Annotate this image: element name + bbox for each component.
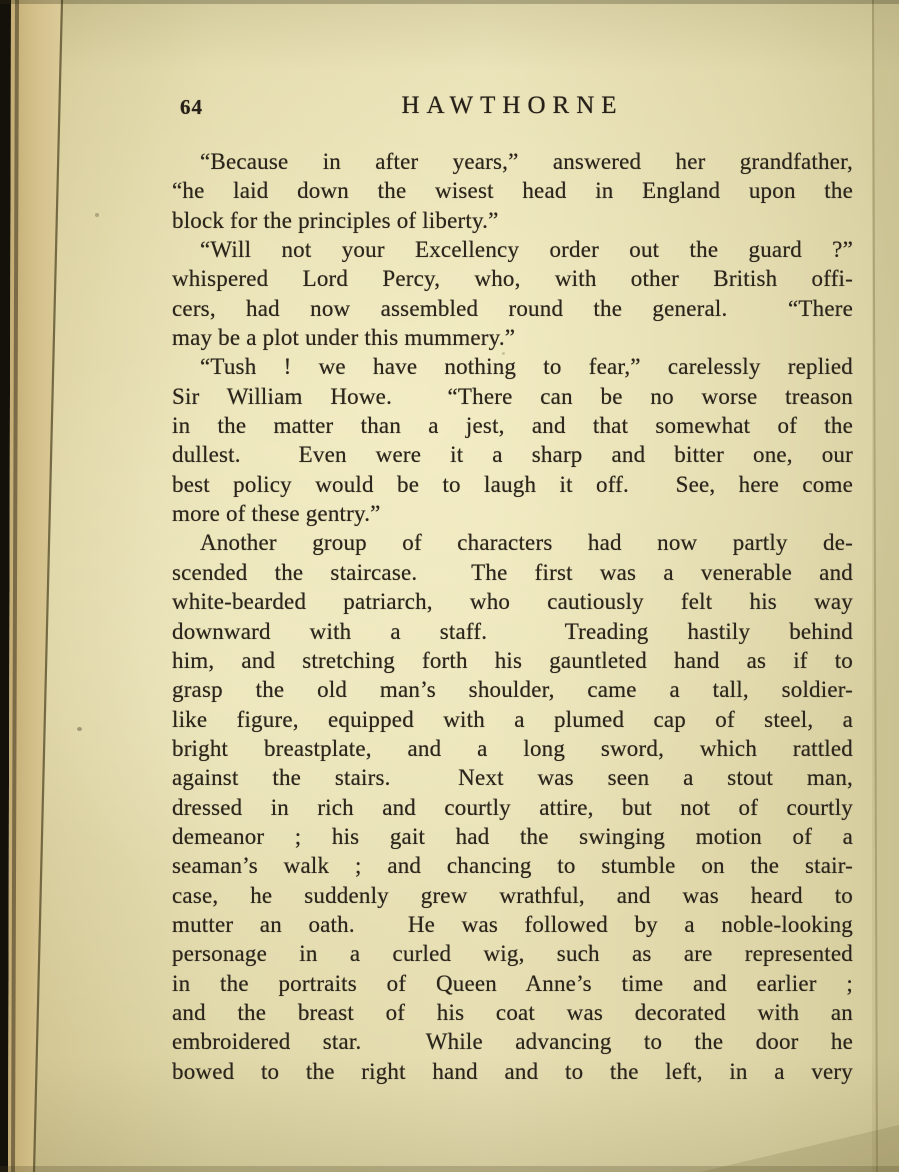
text-line: more of these gentry.” xyxy=(172,501,381,527)
right-page-edge-band xyxy=(872,0,899,1172)
text-line: dressed in rich and courtly attire, but not of courtly xyxy=(172,794,853,820)
text-line: grasp the old man’s shoulder, came a tall, soldier- xyxy=(172,677,853,703)
running-head-title: HAWTHORNE xyxy=(401,92,624,119)
text-line: “Tush ! we have nothing to fear,” carelessly replied xyxy=(200,354,853,380)
text-line: against the stairs. Next was seen a stout man, xyxy=(172,765,853,791)
text-line: dullest. Even were it a sharp and bitter one, our xyxy=(172,442,853,468)
text-line: may be a plot under this mummery.” xyxy=(172,325,516,351)
scan-speck xyxy=(502,352,505,355)
scan-speck xyxy=(77,727,82,731)
text-line: “Will not your Excellency order out the guard ?” xyxy=(200,237,853,263)
text-line: seaman’s walk ; and chancing to stumble on the stair- xyxy=(172,853,853,879)
text-line: block for the principles of liberty.” xyxy=(172,207,499,233)
text-line: him, and stretching forth his gauntleted hand as if to xyxy=(172,647,853,673)
text-line: personage in a curled wig, such as are represented xyxy=(172,941,853,967)
text-line: downward with a staff. Treading hastily behind xyxy=(172,618,853,644)
text-line: in the matter than a jest, and that somewhat of the xyxy=(172,413,853,439)
text-line: best policy would be to laugh it off. See, here come xyxy=(172,471,853,497)
text-line: in the portraits of Queen Anne’s time and earlier ; xyxy=(172,970,853,996)
text-line: “he laid down the wisest head in England upon the xyxy=(172,178,853,204)
text-block xyxy=(172,147,853,1086)
text-line: bowed to the right hand and to the left, in a very xyxy=(172,1058,853,1084)
page-crease-line xyxy=(34,0,62,1172)
text-line: mutter an oath. He was followed by a noble-looking xyxy=(172,911,853,937)
text-line: scended the staircase. The first was a venerable and xyxy=(172,559,853,585)
text-line: white-bearded patriarch, who cautiously felt his way xyxy=(172,589,853,615)
binding-black-edge xyxy=(0,0,11,1172)
right-page-edge-line xyxy=(873,0,877,1172)
text-line: demeanor ; his gait had the swinging motion of a xyxy=(172,823,853,849)
text-line: bright breastplate, and a long sword, which rattled xyxy=(172,735,853,761)
text-line: embroidered star. While advancing to the door he xyxy=(172,1029,853,1055)
text-line: Sir William Howe. “There can be no worse treason xyxy=(172,383,853,409)
text-line: case, he suddenly grew wrathful, and was heard to xyxy=(172,882,853,908)
bottom-edge-shadow xyxy=(0,1166,899,1172)
top-edge-shadow xyxy=(0,0,899,4)
gutter-shadow-line xyxy=(13,0,17,1172)
text-line: cers, had now assembled round the general. “There xyxy=(172,295,853,321)
text-line: Another group of characters had now partly de- xyxy=(200,530,853,556)
bottom-right-corner-shade xyxy=(700,1125,899,1172)
text-line: “Because in after years,” answered her grandfather, xyxy=(200,149,853,174)
scan-speck xyxy=(95,213,99,217)
gutter-strip xyxy=(8,0,62,1172)
text-line: like figure, equipped with a plumed cap of steel, a xyxy=(172,706,853,732)
text-line: and the breast of his coat was decorated with an xyxy=(172,999,853,1025)
page-header xyxy=(172,92,853,124)
page-number: 64 xyxy=(180,95,203,119)
text-line: whispered Lord Percy, who, with other British offi- xyxy=(172,266,853,292)
